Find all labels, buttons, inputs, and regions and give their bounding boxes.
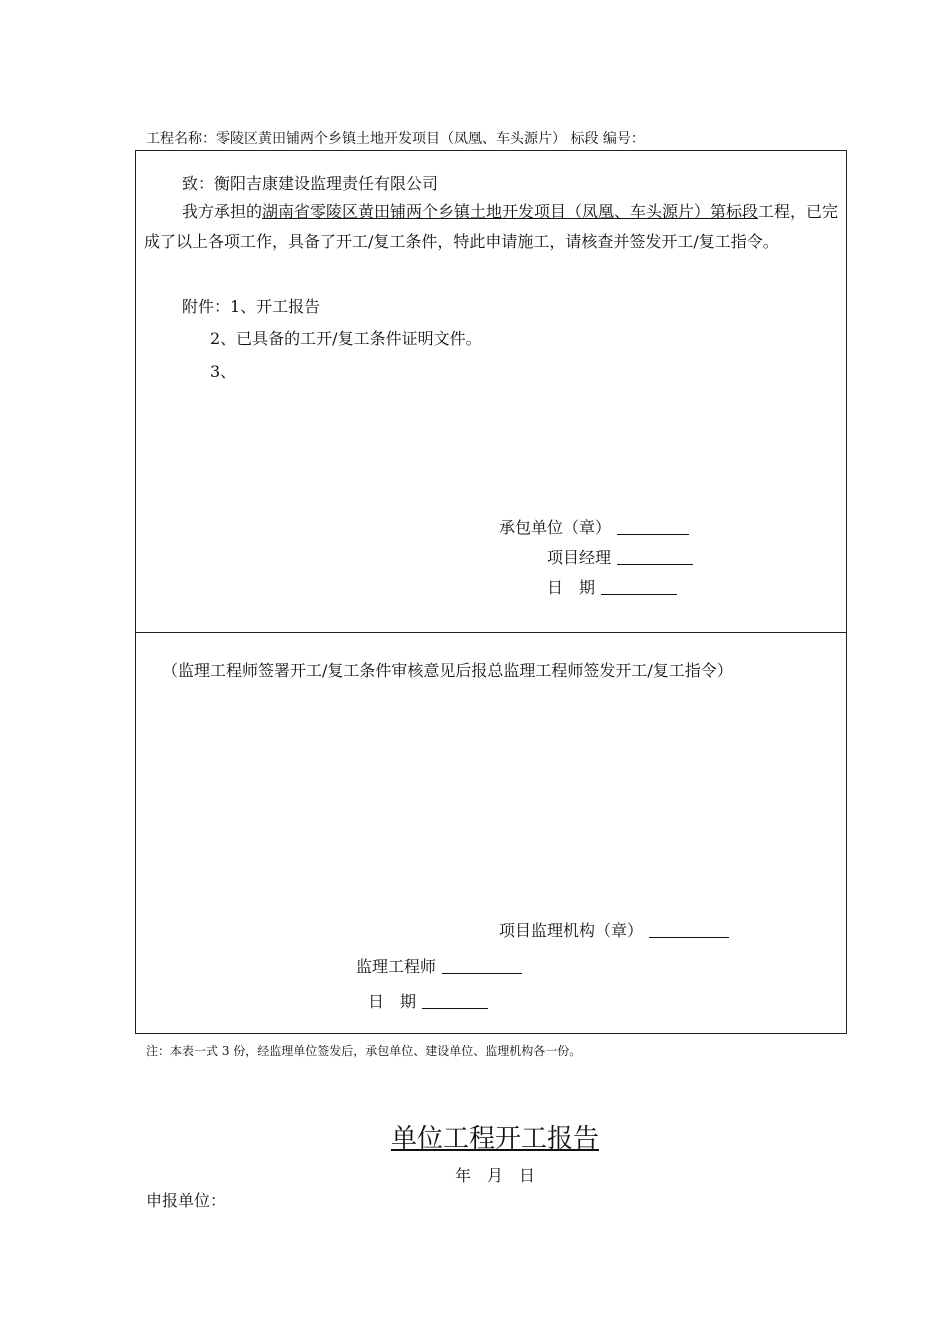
application-paragraph (144, 197, 840, 257)
project-name-underlined: 湖南省零陵区黄田铺两个乡镇土地开发项目（凤凰、车头源片）第标段 (262, 202, 759, 221)
review-instruction: （监理工程师签署开工/复工条件审核意见后报总监理工程师签发开工/复工指令） (162, 661, 733, 680)
section-divider (136, 632, 846, 633)
manager-signature-row (547, 545, 693, 568)
contractor-label: 承包单位（章） (499, 518, 612, 537)
manager-label: 项目经理 (547, 548, 612, 567)
supervision-org-label: 项目监理机构（章） (499, 921, 644, 940)
attachment-item-1: 附件：1、开工报告 (182, 297, 321, 316)
review-date-label: 日 期 (368, 992, 417, 1011)
supervision-org-row (499, 918, 729, 941)
report-date-line: 年 月 日 (454, 1166, 535, 1185)
application-form-box (135, 150, 847, 1034)
project-name-line: 工程名称：零陵区黄田铺两个乡镇土地开发项目（凤凰、车头源片） 标段 编号： (146, 131, 645, 147)
contractor-signature-blank[interactable] (617, 520, 689, 535)
attachment-item-3: 3、 (210, 362, 237, 381)
review-date-blank[interactable] (422, 994, 488, 1009)
application-date-blank[interactable] (601, 580, 677, 595)
paragraph-prefix: 我方承担的 (182, 202, 263, 221)
footnote: 注：本表一式 3 份，经监理单位签发后，承包单位、建设单位、监理机构各一份。 (146, 1044, 582, 1058)
paragraph-suffix: 工程，已完成了以上各项工作，具备了开工/复工条件，特此申请施工，请核查并签发开工/复工指令。 (144, 202, 839, 251)
engineer-signature-blank[interactable] (442, 959, 522, 974)
report-unit-label: 申报单位： (146, 1191, 227, 1210)
engineer-signature-row (356, 954, 522, 977)
application-date-label: 日 期 (547, 578, 596, 597)
supervision-org-blank[interactable] (649, 923, 729, 938)
review-date-row (368, 989, 488, 1012)
contractor-signature-row (499, 515, 689, 538)
addressee-line: 致：衡阳吉康建设监理责任有限公司 (182, 174, 439, 193)
report-title: 单位工程开工报告 (390, 1124, 599, 1154)
manager-signature-blank[interactable] (617, 550, 693, 565)
attachment-item-2: 2、已具备的工开/复工条件证明文件。 (210, 329, 482, 348)
application-date-row (547, 575, 677, 598)
engineer-label: 监理工程师 (356, 957, 437, 976)
